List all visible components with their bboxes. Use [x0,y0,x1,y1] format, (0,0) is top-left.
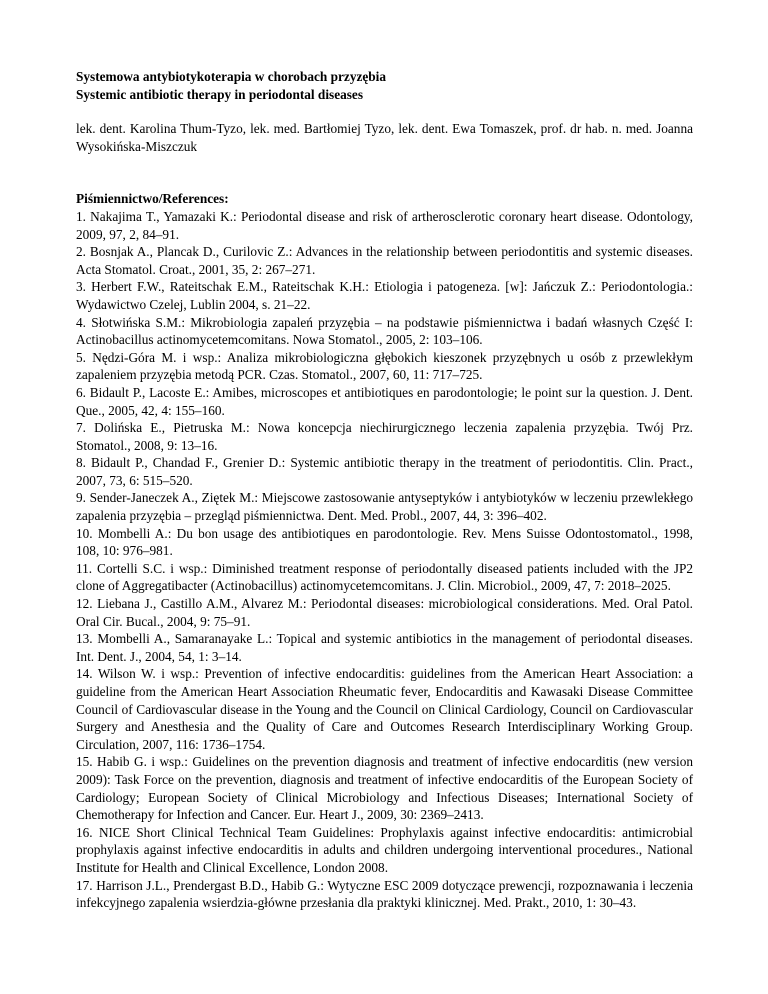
reference-item: 13. Mombelli A., Samaranayake L.: Topical and systemic antibiotics in the management of periodontal diseases. Int. Dent. J., 2004, 54, 1: 3–14. [76,631,693,664]
reference-item: 9. Sender-Janeczek A., Ziętek M.: Miejscowe zastosowanie antyseptyków i antybiotyków w leczeniu przewlekłego zapalenia przyzębia – przegląd piśmiennictwa. Dent. Med. Probl., 2007, 44, 3: 396–402. [76,490,693,524]
references-heading: Piśmiennictwo/References: [76,191,229,207]
reference-item: 15. Habib G. i wsp.: Guidelines on the prevention diagnosis and treatment of infective endocarditis (new version 2009): Task Force on the prevention, diagnosis and treatment of infective endocarditis of the European Society of Cardiology; European Society of Clinical Microbiology and Infectious Diseases; International Society of Chemotherapy for Infection and Cancer. Eur. Heart J., 2009, 30: 2369–2413. [76,754,693,823]
title-english: Systemic antibiotic therapy in periodontal diseases [76,86,363,102]
reference-item: 8. Bidault P., Chandad F., Grenier D.: Systemic antibiotic therapy in the treatment of periodontitis. Clin. Pract., 2007, 73, 6: 515–520. [76,455,693,488]
reference-item: 16. NICE Short Clinical Technical Team Guidelines: Prophylaxis against infective endocarditis: antimicrobial prophylaxis against infective endocarditis in adults and children undergoing interventional procedures., National Institute for Health and Clinical Excellence, London 2008. [76,824,693,875]
reference-item: 7. Dolińska E., Pietruska M.: Nowa koncepcja niechirurgicznego leczenia zapalenia przyzębia. Twój Prz. Stomatol., 2008, 9: 13–16. [76,420,693,453]
reference-item: 11. Cortelli S.C. i wsp.: Diminished treatment response of periodontally diseased patients included with the JP2 clone of Aggregatibacter (Actinobacillus) actinomycetemcomitans. J. Clin. Microbiol., 2009, 47, 7: 2018–2025. [76,560,693,594]
reference-item: 3. Herbert F.W., Rateitschak E.M., Rateitschak K.H.: Etiologia i patogeneza. [w]: Jańczuk Z.: Periodontologia.: Wydawictwo Czelej, Lublin 2004, s. 21–22. [76,279,693,312]
reference-item: 12. Liebana J., Castillo A.M., Alvarez M.: Periodontal diseases: microbiological considerations. Med. Oral Patol. Oral Cir. Bucal., 2004, 9: 75–91. [76,596,693,629]
reference-item: 10. Mombelli A.: Du bon usage des antibiotiques en parodontologie. Rev. Mens Suisse Odontostomatol., 1998, 108, 10: 976–981. [76,525,693,559]
reference-item: 2. Bosnjak A., Plancak D., Curilovic Z.: Advances in the relationship between periodontitis and systemic diseases. Acta Stomatol. Croat., 2001, 35, 2: 267–271. [76,244,693,277]
reference-item: 1. Nakajima T., Yamazaki K.: Periodontal disease and risk of artherosclerotic coronary heart disease. Odontology, 2009, 97, 2, 84–91. [76,208,693,242]
reference-item: 4. Słotwińska S.M.: Mikrobiologia zapaleń przyzębia – na podstawie piśmiennictwa i badań własnych Część I: Actinobacillus actinomycetemcomitans. Nowa Stomatol., 2005, 2: 103–106. [76,314,693,348]
authors: lek. dent. Karolina Thum-Tyzo, lek. med. Bartłomiej Tyzo, lek. dent. Ewa Tomaszek, prof. dr hab. n. med. Joanna Wysokińska-Miszczuk [76,121,693,154]
reference-item: 6. Bidault P., Lacoste E.: Amibes, microscopes et antibiotiques en parodontologie; le point sur la question. J. Dent. Que., 2005, 42, 4: 155–160. [76,384,693,418]
title-polish: Systemowa antybiotykoterapia w chorobach przyzębia [76,69,387,84]
document-page [76,68,693,912]
references-list [76,208,693,912]
reference-item: 5. Nędzi-Góra M. i wsp.: Analiza mikrobiologiczna głębokich kieszonek przyzębnych u osób z przewlekłym zapaleniem przyzębia metodą PCR. Czas. Stomatol., 2007, 60, 11: 717–725. [76,349,693,383]
reference-item: 17. Harrison J.L., Prendergast B.D., Habib G.: Wytyczne ESC 2009 dotyczące prewencji, rozpoznawania i leczenia infekcyjnego zapalenia wsierdzia-główne przesłania dla praktyki klinicznej. Med. Prakt., 2010, 1: 30–43. [76,877,693,911]
reference-item: 14. Wilson W. i wsp.: Prevention of infective endocarditis: guidelines from the American Heart Association: a guideline from the American Heart Association Rheumatic fever, Endocarditis and Kawasaki Disease Committee Council of Cardiovascular disease in the Young and the Council on Clinical Cardiology, Council on Cardiovascular Surgery and Anesthesia and the Quality of Care and Outcomes Research Interdisciplinary Working Group. Circulation, 2007, 116: 1736–1754. [76,666,693,752]
